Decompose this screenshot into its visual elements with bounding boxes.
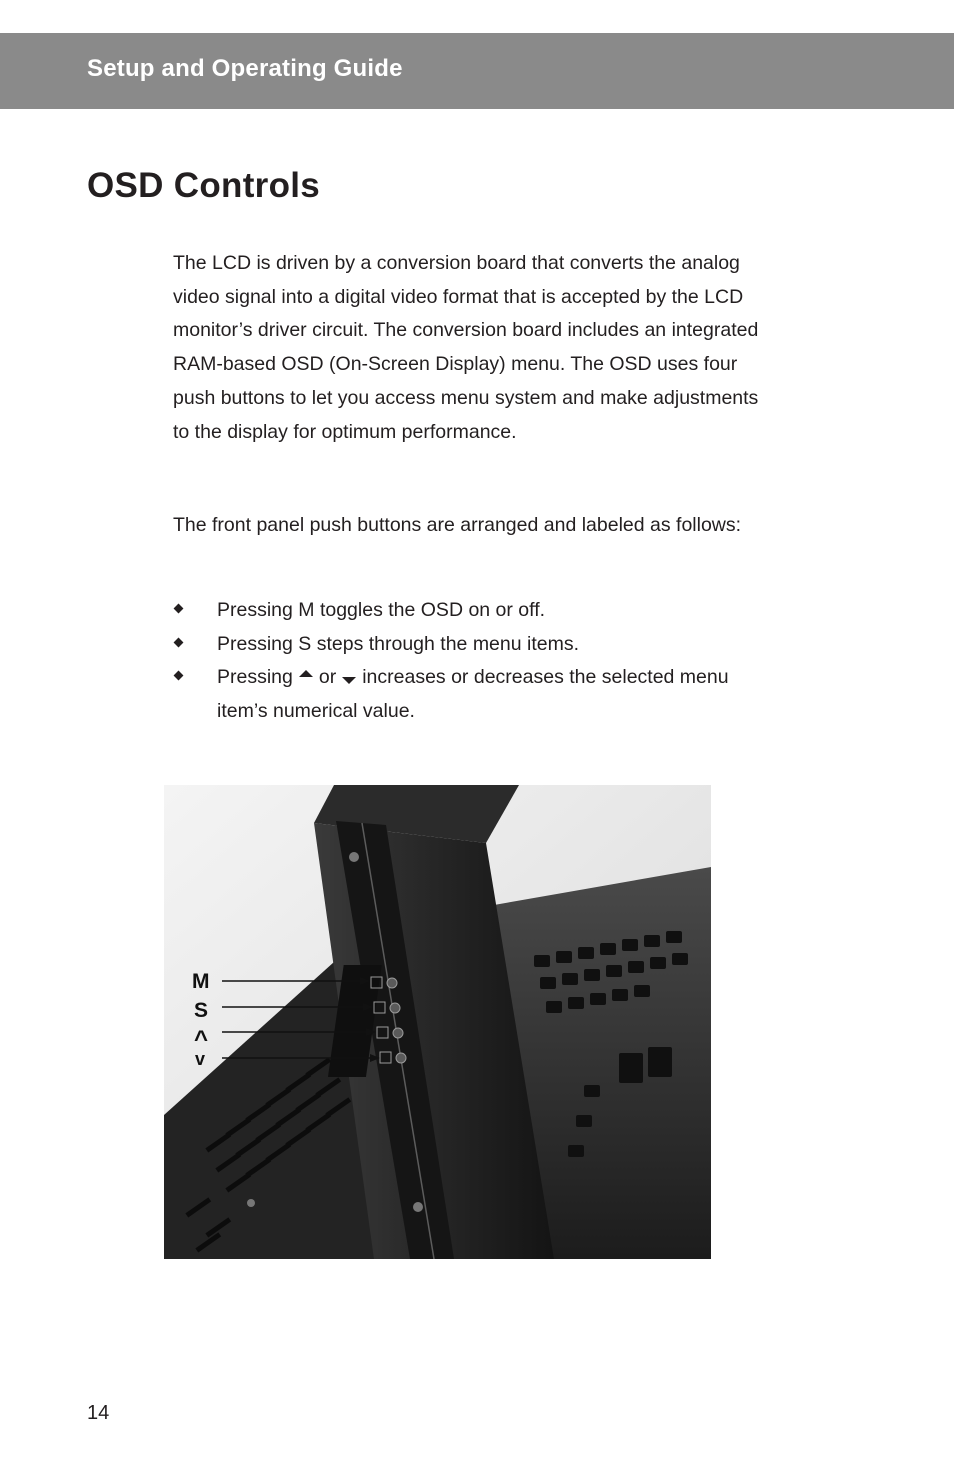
header-title: Setup and Operating Guide bbox=[87, 55, 403, 82]
monitor-photo bbox=[164, 785, 711, 1259]
buttons-paragraph: The front panel push buttons are arranged and labeled as follows: bbox=[173, 514, 742, 536]
list-item-text: Pressing S steps through the menu items. bbox=[217, 632, 580, 655]
list-item-text-pre: Pressing bbox=[217, 666, 293, 689]
monitor-photo-illustration bbox=[164, 785, 711, 1259]
intro-paragraph: The LCD is driven by a conversion board that converts the analog video signal into a digital video format that is accepted by the LCD monitor’s driver circuit. The conversion board includes an integrated RAM-based OSD (On-Screen Display) menu. The OSD uses four push buttons to let you access menu system and make adjustments to the display for optimum performance. bbox=[173, 252, 759, 443]
callout-label-up: ^ bbox=[194, 1026, 209, 1053]
list-item-text: Pressing M toggles the OSD on or off. bbox=[217, 599, 546, 621]
list-item bbox=[173, 628, 773, 662]
list-item bbox=[173, 594, 773, 628]
diamond-bullet-icon bbox=[174, 671, 184, 681]
list-item bbox=[173, 661, 773, 728]
down-arrow-icon bbox=[342, 677, 356, 684]
callout-label-m: M bbox=[192, 970, 210, 993]
diamond-bullet-icon bbox=[174, 637, 184, 647]
button-list bbox=[173, 594, 773, 729]
list-item-text-mid: or bbox=[318, 666, 337, 689]
page-title: OSD Controls bbox=[87, 166, 321, 205]
callout-label-s: S bbox=[194, 999, 209, 1022]
list-item-text-post: increases or decreases the selected menu item’s numerical value. bbox=[217, 666, 729, 723]
page-number: 14 bbox=[87, 1402, 110, 1424]
header-band bbox=[0, 33, 954, 109]
up-arrow-icon bbox=[299, 670, 313, 677]
callout-label-down: v bbox=[195, 1049, 206, 1069]
diamond-bullet-icon bbox=[174, 604, 184, 614]
